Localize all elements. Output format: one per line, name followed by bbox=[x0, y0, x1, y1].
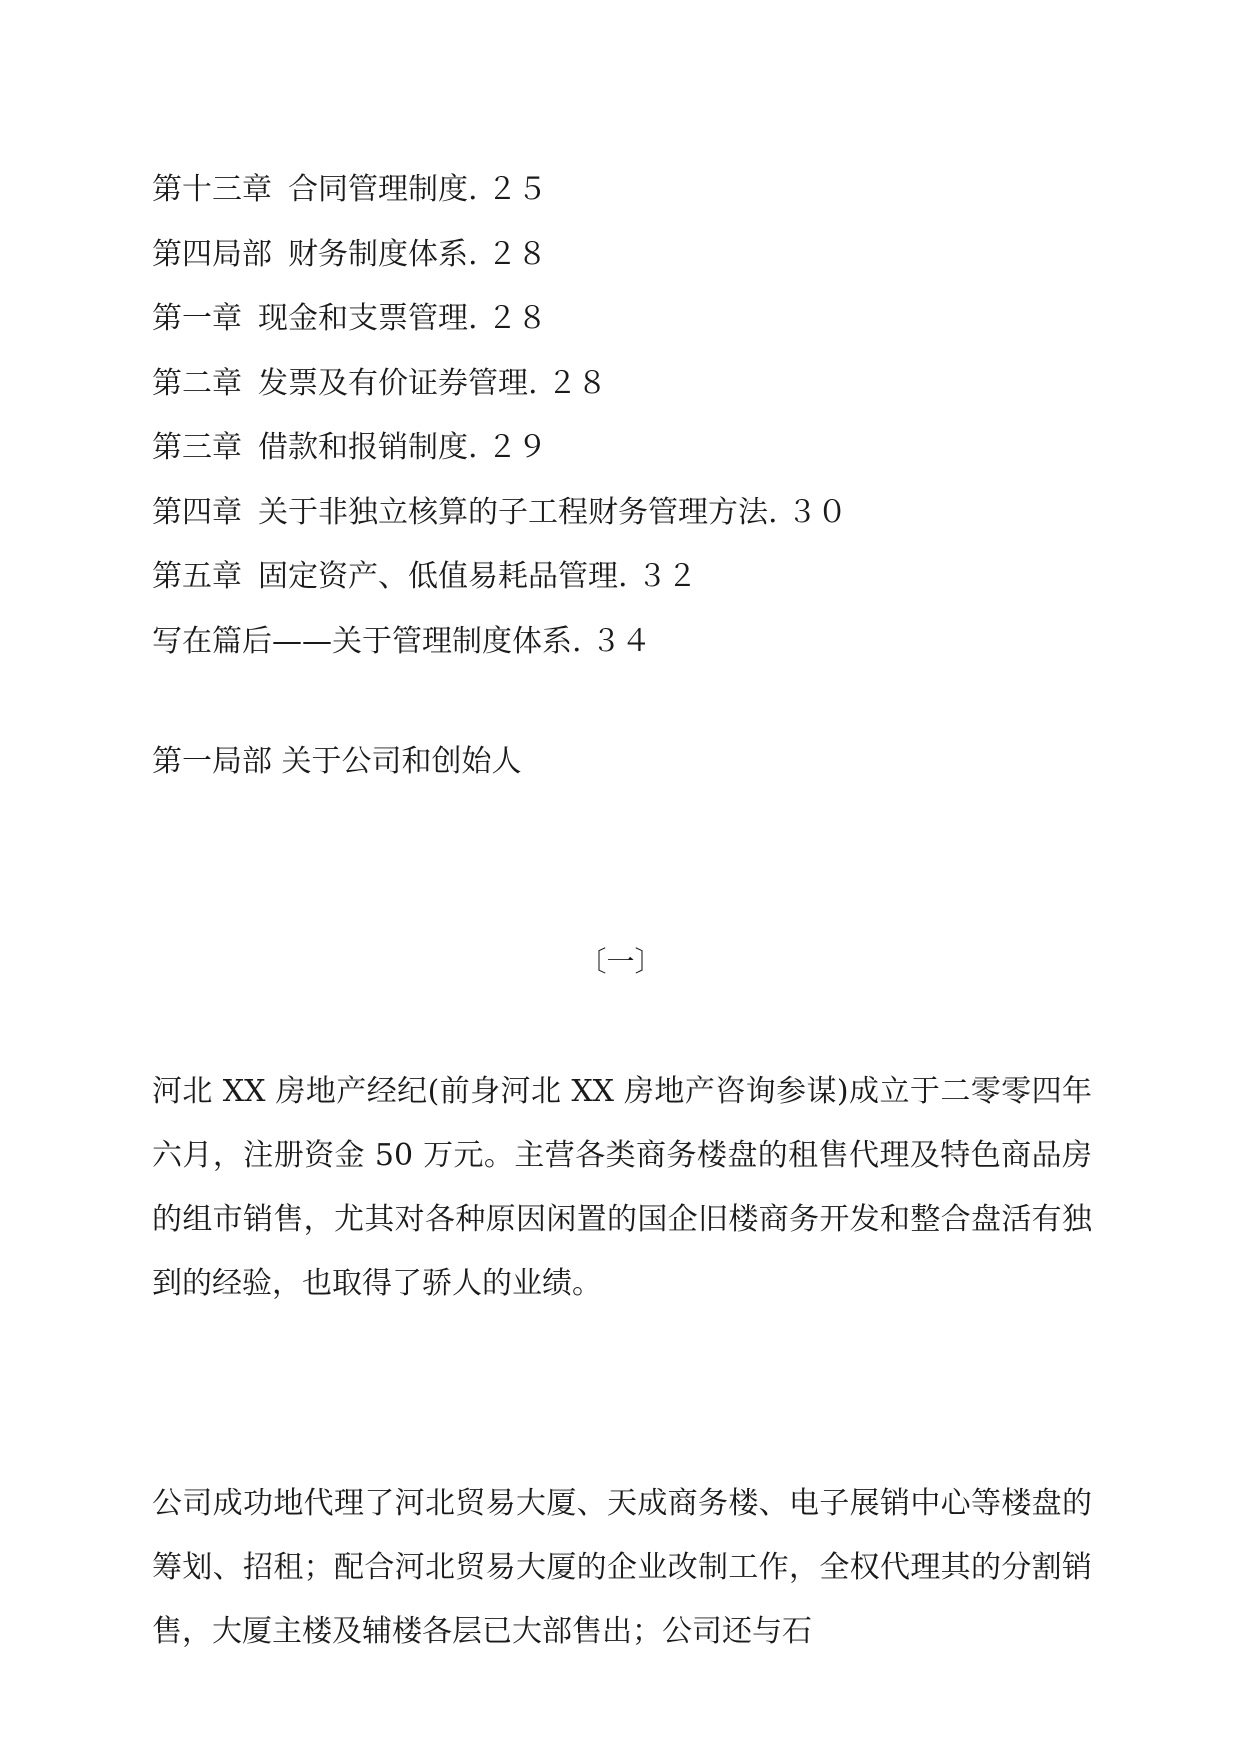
toc-item[interactable] bbox=[152, 416, 1112, 481]
toc-item[interactable] bbox=[152, 287, 1112, 352]
toc-item-page: . ２９ bbox=[468, 430, 548, 465]
toc-item-title: 合同管理制度 bbox=[288, 172, 468, 207]
toc-item-title: 借款和报销制度 bbox=[258, 430, 468, 465]
toc-item-page: . ３２ bbox=[618, 559, 698, 594]
toc-item-label: 写在篇后——关于管理制度体系 bbox=[152, 623, 572, 659]
toc-item-label: 第四章 bbox=[152, 494, 242, 530]
toc-item[interactable] bbox=[152, 610, 1112, 675]
toc-item-title: 发票及有价证券管理 bbox=[258, 365, 528, 401]
part-heading: 第一局部 关于公司和创始人 bbox=[152, 744, 522, 779]
toc-item[interactable] bbox=[152, 545, 1112, 610]
toc-item-page: . ２５ bbox=[468, 172, 548, 207]
toc-item-page: . ２８ bbox=[528, 365, 608, 401]
toc-item-label: 第四局部 bbox=[152, 236, 272, 272]
body-paragraph: 公司成功地代理了河北贸易大厦、天成商务楼、电子展销中心等楼盘的筹划、招租；配合河北贸易大厦的企业改制工作，全权代理其的分割销售，大厦主楼及辅楼各层已大部售出；公司还与石 bbox=[152, 1486, 1092, 1649]
table-of-contents bbox=[152, 158, 1112, 674]
toc-item[interactable] bbox=[152, 223, 1112, 288]
section-number: 〔一〕 bbox=[578, 945, 663, 978]
toc-item-label: 第十三章 bbox=[152, 172, 272, 207]
toc-item-label: 第五章 bbox=[152, 559, 242, 594]
toc-item-page: . ３０ bbox=[768, 494, 848, 530]
toc-item-title: 固定资产、低值易耗品管理 bbox=[258, 559, 618, 594]
toc-item-label: 第二章 bbox=[152, 365, 242, 401]
toc-item-page: . ２８ bbox=[468, 301, 548, 336]
toc-item[interactable] bbox=[152, 481, 1112, 546]
toc-item[interactable] bbox=[152, 352, 1112, 417]
toc-item[interactable] bbox=[152, 158, 1112, 223]
toc-item-page: . ２８ bbox=[468, 236, 548, 272]
toc-item-label: 第一章 bbox=[152, 301, 242, 336]
toc-item-page: . ３４ bbox=[572, 623, 652, 659]
toc-item-title: 关于非独立核算的子工程财务管理方法 bbox=[258, 494, 768, 530]
toc-item-label: 第三章 bbox=[152, 430, 242, 465]
toc-item-title: 现金和支票管理 bbox=[258, 301, 468, 336]
body-paragraph: 河北 XX 房地产经纪(前身河北 XX 房地产咨询参谋)成立于二零零四年六月，注册资金 50 万元。主营各类商务楼盘的租售代理及特色商品房的组市销售，尤其对各种原因闲置的国企旧楼商务开发和整合盘活有独到的经验，也取得了骄人的业绩。 bbox=[152, 1074, 1092, 1301]
toc-item-title: 财务制度体系 bbox=[288, 236, 468, 272]
